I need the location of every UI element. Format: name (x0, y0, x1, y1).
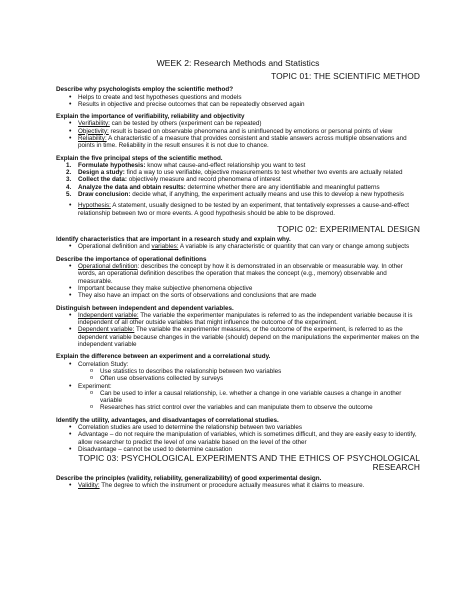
sub-bullet-list (78, 390, 420, 412)
step-number: 3. (66, 176, 72, 184)
item-prefix: Operational definition and (78, 243, 152, 251)
document-title: WEEK 2: Research Methods and Statistics (156, 58, 320, 68)
term-definition: The variable the experimenter measures, or the outcome of the experiment, is referred to as the dependent variable because changes in the variable (should) depend on the manipulations the experimenter makes on the independent variable (78, 326, 420, 349)
step-label: Design a study: (78, 169, 125, 177)
step-number: 1. (66, 161, 72, 169)
term-label: Hypothesis: (78, 202, 111, 210)
step-label: Collect the data: (78, 176, 127, 184)
term-label: Independent variable: (78, 311, 139, 319)
question-why-scientific-method: Describe why psychologists employ the scientific method? (56, 86, 234, 94)
question-operational-definitions: Describe the importance of operational definitions (56, 255, 207, 263)
step-label: Draw conclusion: (78, 191, 131, 199)
bullet-list (56, 243, 420, 250)
question-independent-dependent: Distinguish between independent and dependent variables. (56, 304, 234, 312)
step-number: 4. (66, 183, 72, 191)
list-item (78, 120, 420, 127)
list-item (78, 263, 420, 285)
list-item: • Helps to create and test hypotheses questions and models (78, 94, 420, 101)
step-number: 5. (66, 191, 72, 199)
list-item (78, 202, 420, 217)
bullet-list (56, 94, 420, 109)
question-five-steps: Explain the five principal steps of the scientific method. (56, 154, 223, 162)
step-text: find a way to use verifiable, objective measurements to test whether two events are actually related (124, 169, 403, 177)
document-content (56, 58, 420, 489)
step-text: objectively measure and record phenomena of interest (126, 176, 281, 184)
step-text: determine whether there are any identifiable and meaningful patterns (185, 183, 380, 191)
term-label: Reliability: (78, 134, 107, 142)
list-item (78, 243, 420, 250)
list-item: • Results in objective and precise outcomes that can be repeatedly observed again (78, 101, 420, 108)
term-definition: can be tested by others (experiment can be repeated) (109, 120, 262, 128)
term-definition: A variable is any characteristic or quantity that can vary or change among subjects (178, 243, 410, 251)
list-item: • Advantage – do not require the manipulation of variables, which is sometimes difficult, and they are easily easy to identify, allow researcher to predict the level of one variable based on the level of the other (78, 431, 420, 446)
list-item: • Correlation studies are used to determine the relationship between two variables (78, 424, 420, 431)
sub-list-item: o Use statistics to describes the relationship between two variables (100, 368, 420, 375)
sub-list-item: o Can be used to infer a causal relationship, i.e. whether a change in one variable causes a change in another variable (100, 390, 420, 405)
list-item: • Disadvantage – cannot be used to determine causation (78, 446, 420, 453)
list-item: • Important because they make subjective phenomena objective (78, 285, 420, 292)
topic-02-heading: TOPIC 02: EXPERIMENTAL DESIGN (277, 223, 420, 234)
sub-list-item: o Researches has strict control over the variables and can manipulate them to observe the outcome (100, 404, 420, 411)
list-item (78, 383, 420, 412)
list-item (78, 482, 420, 489)
question-correlational-utility: Identify the utility, advantages, and disadvantages of correlational studies. (56, 416, 279, 424)
bullet-list (56, 202, 420, 217)
sub-list-item: o Often use observations collected by surveys (100, 375, 420, 382)
item-label: Correlation Study: (78, 360, 129, 368)
topic-01-heading: TOPIC 01: THE SCIENTIFIC METHOD (271, 71, 420, 81)
term-label: variables: (151, 243, 179, 251)
question-characteristics: Identify characteristics that are important in a research study and explain why. (56, 236, 291, 244)
topic-03-heading: TOPIC 03: PSYCHOLOGICAL EXPERIMENTS AND THE ETHICS OF PSYCHOLOGICAL RESEARCH (78, 453, 420, 473)
question-verifiability: Explain the importance of verifiability, reliability and objectivity (56, 113, 245, 121)
term-label: Verifiability: (78, 120, 110, 128)
bullet-list (56, 120, 420, 149)
bullet-list (56, 361, 420, 412)
list-item (78, 326, 420, 348)
question-experiment-vs-correlational: Explain the difference between an experiment and a correlational study. (56, 353, 271, 361)
term-definition: A characteristic of a measure that provides consistent and stable answers across multiple observations and points in time. Reliability in the result ensures it is not due to chance. (78, 134, 407, 150)
step-text: know what cause-and-effect relationship you want to test (145, 161, 306, 169)
list-item (66, 176, 420, 184)
term-label: Dependent variable: (78, 326, 135, 334)
term-definition: The variable the experimenter manipulates is referred to as the independent variable because it is independent of all other outside variables that might influence the outcome of the experiment. (78, 311, 413, 327)
list-item (78, 312, 420, 327)
list-item: • They also have an impact on the sorts of observations and conclusions that are made (78, 292, 420, 299)
bullet-list (56, 263, 420, 299)
bullet-list (56, 482, 420, 489)
step-number: 2. (66, 169, 72, 177)
list-item (66, 161, 420, 169)
step-text: decide what, if anything, the experiment actually means and use this to develop a new hypothesis (130, 191, 404, 199)
bullet-list (56, 424, 420, 453)
list-item (78, 135, 420, 150)
list-item (66, 183, 420, 191)
term-definition: : describes the concept by how it is demonstrated in an observable or measurable way. In other words, an operational definition describes the operation that makes the concept (e.g., memory) observable and measurable. (78, 263, 403, 285)
step-label: Analyze the data and obtain results: (78, 183, 186, 191)
term-definition: result is based on observable phenomena and is uninfluenced by emotions or personal points of view (108, 127, 393, 135)
term-label: Operational definition (78, 263, 138, 271)
list-item (78, 361, 420, 383)
term-definition: A statement, usually designed to be tested by an experiment, that tentatively expresses a cause-and-effect relationship between two or more events. A good hypothesis should be able to be disproved. (78, 202, 410, 217)
numbered-list (56, 162, 420, 198)
step-label: Formulate hypothesis: (78, 161, 146, 169)
bullet-list (56, 312, 420, 348)
list-item (66, 169, 420, 177)
term-label: Objectivity: (78, 127, 109, 135)
list-item (66, 191, 420, 199)
sub-bullet-list (78, 368, 420, 383)
question-principles: Describe the principles (validity, reliability, generalizability) of good experimental design. (56, 474, 322, 482)
term-definition: The degree to which the instrument or procedure actually measures what it claims to measure. (99, 481, 365, 489)
term-label: Validity: (78, 481, 100, 489)
list-item (78, 128, 420, 135)
item-label: Experiment: (78, 382, 112, 390)
